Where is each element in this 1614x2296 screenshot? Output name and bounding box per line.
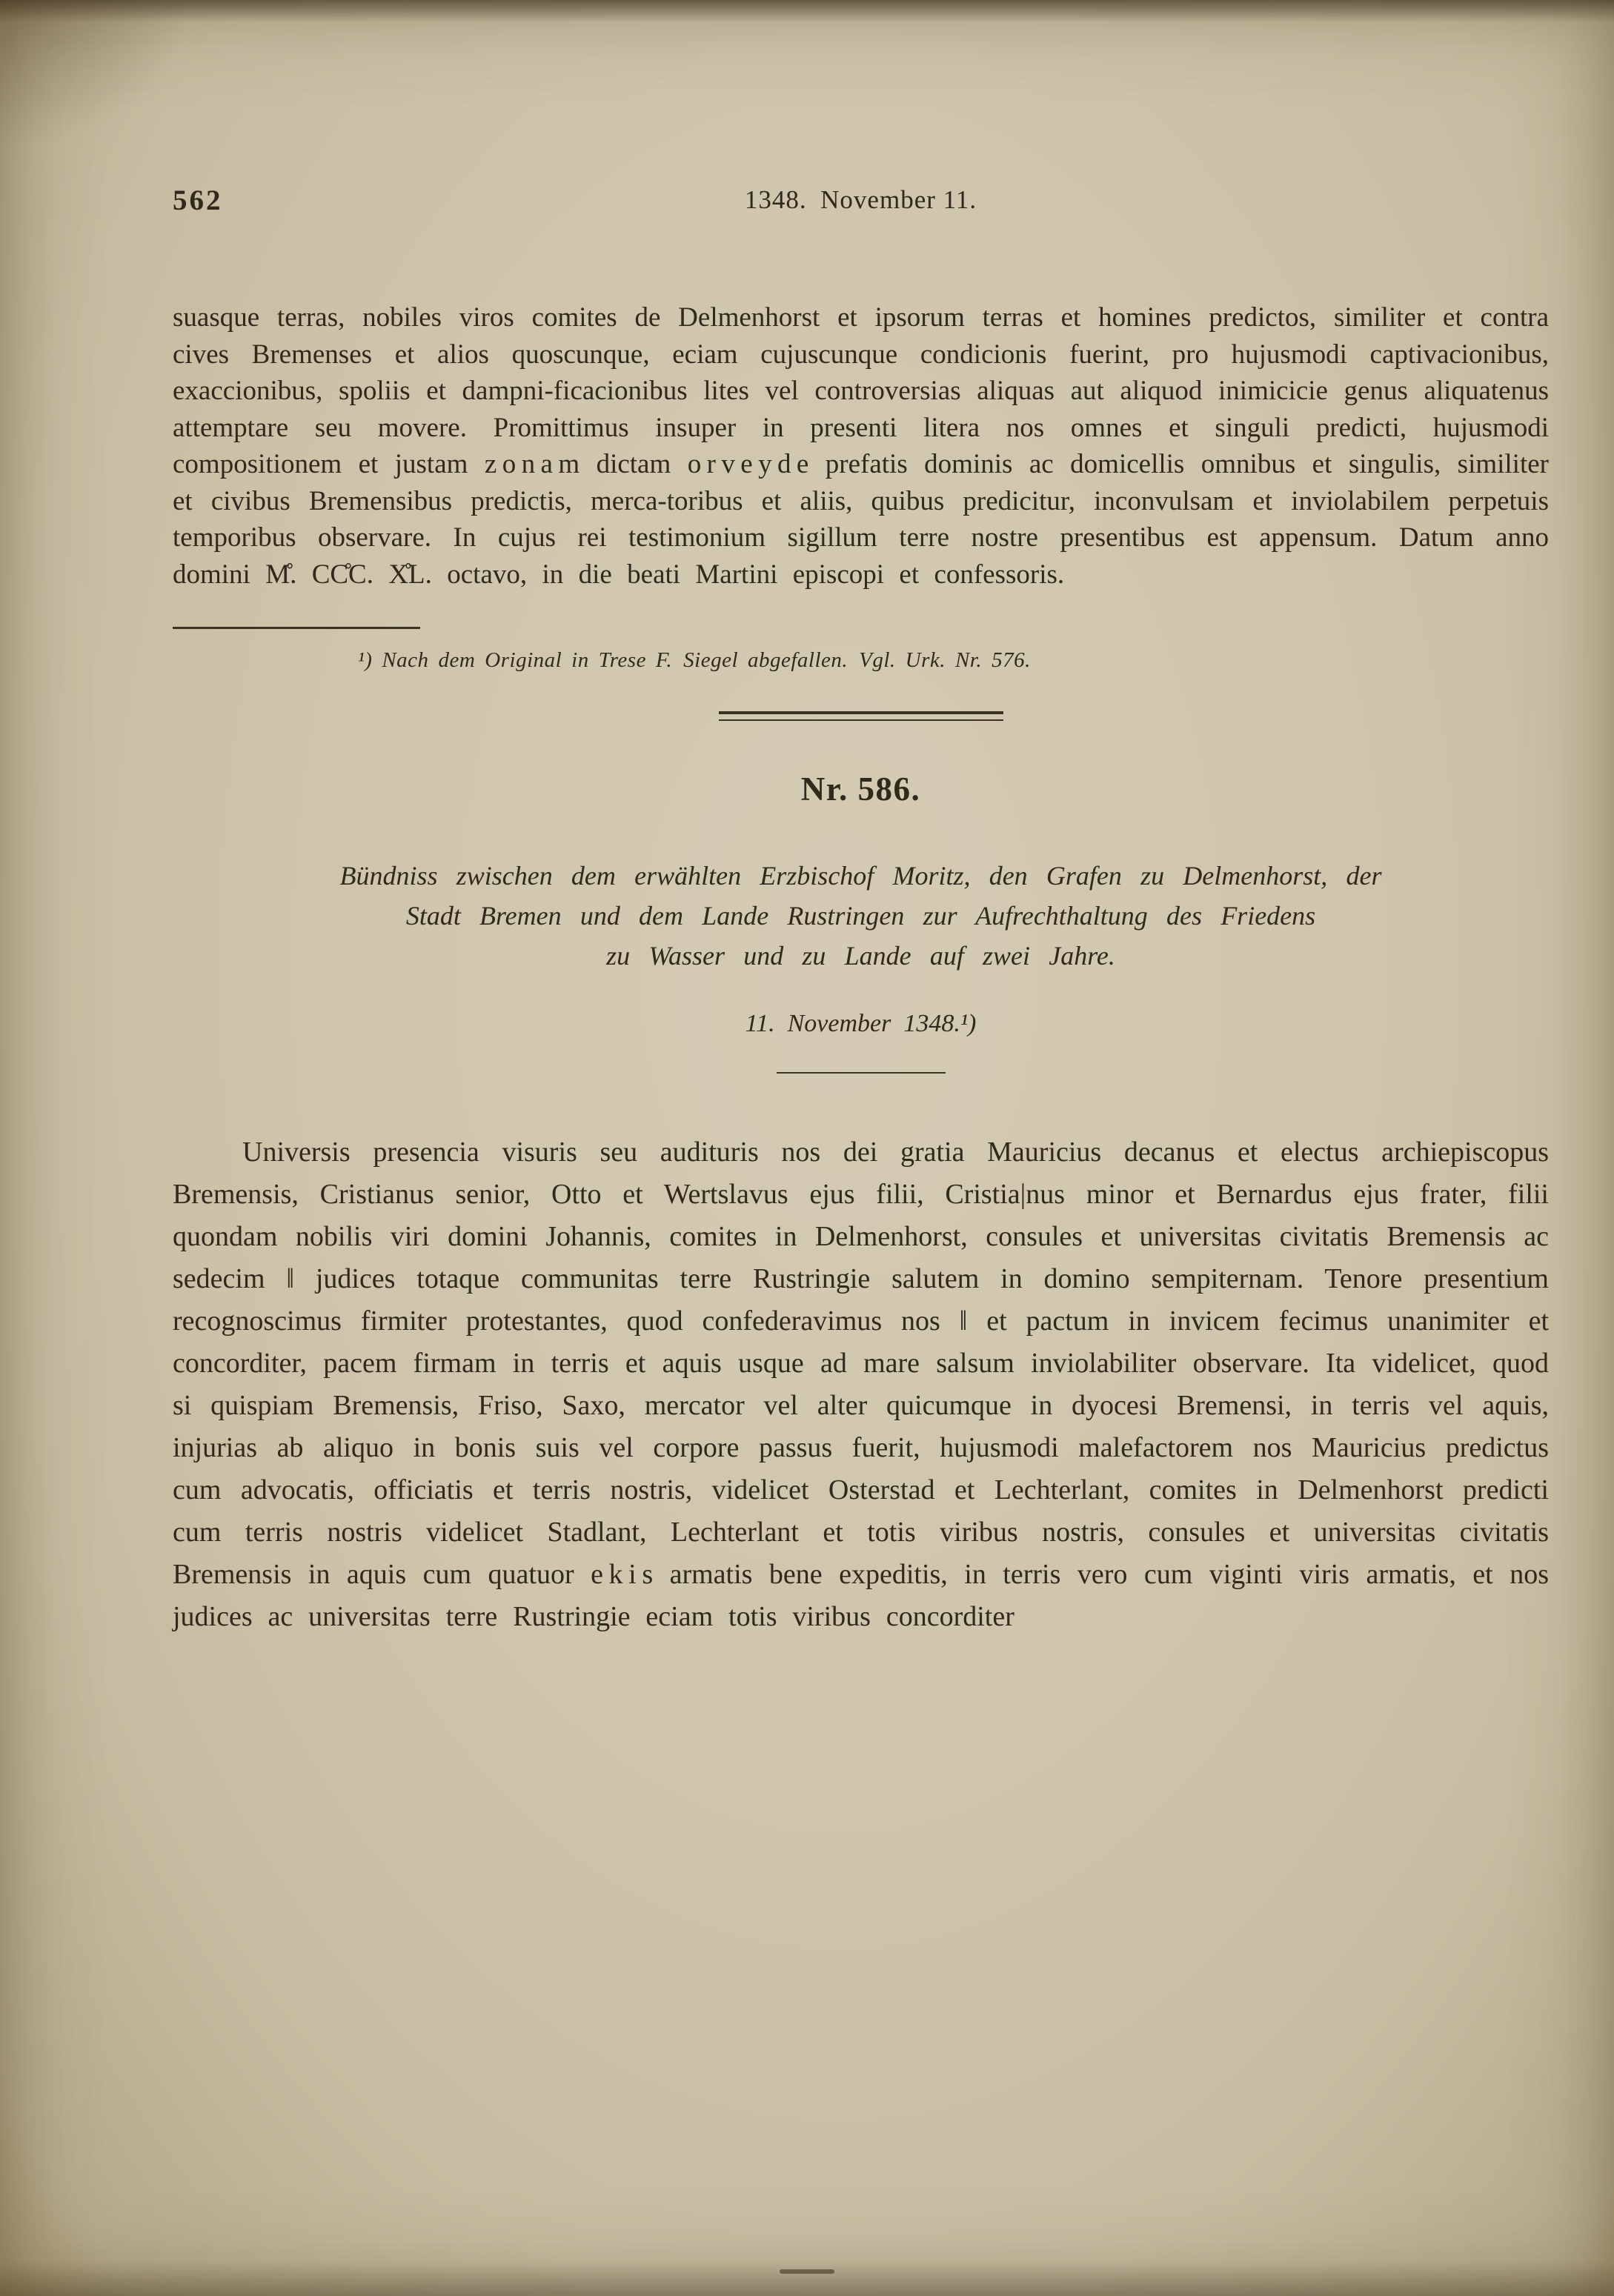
summary-line: zu Wasser und zu Lande auf zwei Jahre.: [606, 941, 1115, 971]
date-divider-rule: [777, 1072, 946, 1074]
text-column: [173, 184, 1549, 1638]
entry-585-body-text: suasque terras, nobiles viros comites de Delmenhorst et ipsorum terras et homines predictos, similiter et contra cives Bremenses et alios quoscunque, eciam cujuscunque condicionis fuerint, pro hujusmodi captivacionibus, exaccionibus, spoliis et dampni-ficacionibus lites vel controversias aliquas aut aliquod inimicicie genus aliquatenus attemptare seu movere. Promittimus insuper in presenti litera nos omnes et singuli predicti, hujusmodi compositionem et justam z o n a m dictam o r v e y d e prefatis dominis ac domicellis omnibus et singulis, similiter et civibus Bremensibus predictis, merca-toribus et aliis, quibus predicitur, inconvulsam et inviolabilem perpetuis temporibus observare. In cujus rei testimonium sigillum terre nostre presentibus est appensum. Datum anno domini M̊. CC̊C. X̊L. octavo, in die beati Martini episcopi et confessoris.: [173, 302, 1549, 590]
running-head: 1348. November 11.: [744, 185, 977, 214]
entry-586-body-text: Universis presencia visuris seu audituris nos dei gratia Mauricius decanus et electus archiepiscopus Bremensis, Cristianus senior, Otto et Wertslavus ejus filii, Cristia|nus minor et Bernardus ejus frater, filii quondam nobilis viri domini Johannis, comites in Delmenhorst, consules et universitas civitatis Bremensis ac sedecim ‖ judices totaque communitas terre Rustringie salutem in domino sempiternam. Tenore presentium recognoscimus firmiter protestantes, quod confederavimus nos ‖ et pactum in invicem fecimus unanimiter et concorditer, pacem firmam in terris et aquis usque ad mare salsum inviolabiliter observare. Ita videlicet, quod si quispiam Bremensis, Friso, Saxo, mercator vel alter quicumque in dyocesi Bremensi, in terris vel aquis, injurias ab aliquo in bonis suis vel corpore passus fuerit, hujusmodi malefactorem nos Mauricius predictus cum advocatis, officiatis et terris nostris, videlicet Osterstad et Lechterlant, comites in Delmenhorst predicti cum terris nostris videlicet Stadlant, Lechterlant et totis viribus nostris, consules et universitas civitatis Bremensis in aquis cum quatuor e k i s armatis bene expeditis, in terris vero cum viginti viris armatis, et nos judices ac universitas terre Rustringie eciam totis viribus concorditer: [173, 1137, 1549, 1632]
summary-line: Stadt Bremen und dem Lande Rustringen zur Aufrechthaltung des Friedens: [405, 901, 1316, 931]
bottom-binding-mark: [780, 2269, 834, 2274]
page-header: [173, 184, 1549, 222]
entry-586-date-line: 11. November 1348.¹): [745, 1010, 977, 1037]
entry-586-heading: Nr. 586.: [800, 771, 921, 808]
section-divider-double-rule: [719, 711, 1003, 721]
footnote-separator-rule: [173, 627, 420, 629]
summary-line: Bündniss zwischen dem erwählten Erzbischof Moritz, den Grafen zu Delmenhorst, der: [339, 861, 1382, 891]
entry-586-summary: [173, 856, 1549, 976]
paper-stain: [0, 0, 193, 148]
entry-585-footnote: ¹) Nach dem Original in Trese F. Siegel abgefallen. Vgl. Urk. Nr. 576.: [358, 648, 1031, 672]
page-number: 562: [173, 184, 223, 216]
